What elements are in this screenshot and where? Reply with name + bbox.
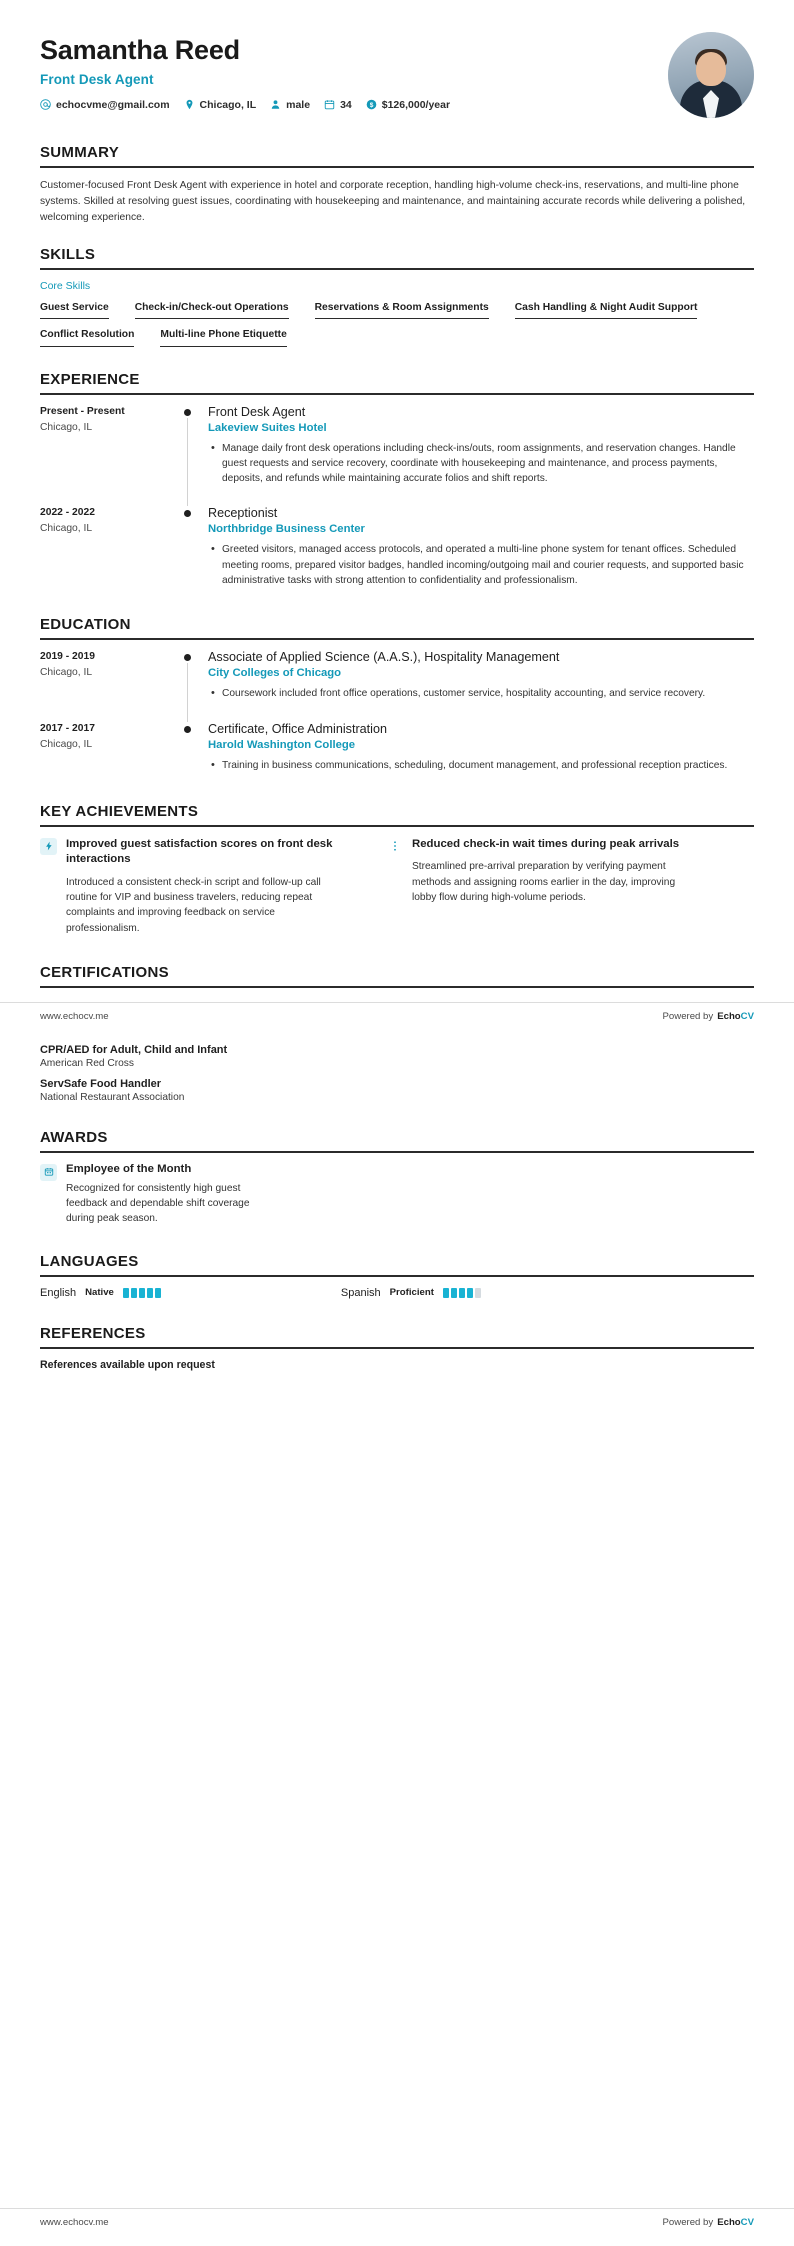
timeline-dot-icon xyxy=(184,409,191,416)
skill-item: Reservations & Room Assignments xyxy=(315,302,489,319)
entry-location: Chicago, IL xyxy=(40,523,93,535)
entry-bullet: • Greeted visitors, managed access protocols, and operated a multi-line phone system for tenant offices. Scheduled meeting rooms, prepared visitor badges, handled incoming/outgoing mail and courier requests, and supported basic administrative tasks with strong attention to confidentiality and professionalism. xyxy=(222,542,754,588)
certification-item xyxy=(40,1078,754,1103)
rating-dot xyxy=(147,1288,153,1298)
entry-role: Receptionist xyxy=(208,506,278,521)
languages-list xyxy=(40,1287,754,1299)
entry-timeline xyxy=(182,506,206,592)
entry-body xyxy=(206,405,754,491)
languages-title: LANGUAGES xyxy=(40,1253,754,1277)
achievement-item xyxy=(386,837,696,936)
entry-degree: Associate of Applied Science (A.A.S.), Hospitality Management xyxy=(208,650,560,665)
email-icon xyxy=(40,99,51,110)
avatar xyxy=(668,32,754,118)
achievement-text xyxy=(412,837,696,936)
section-skills xyxy=(40,246,754,347)
contact-gender xyxy=(270,99,310,111)
timeline-dot-icon xyxy=(184,510,191,517)
page-footer xyxy=(0,2208,794,2228)
footer-brand xyxy=(717,1011,754,1022)
page-break-footer xyxy=(0,1002,794,1022)
candidate-job-title: Front Desk Agent xyxy=(40,71,154,87)
language-name: Spanish xyxy=(340,1286,381,1299)
section-languages xyxy=(40,1253,754,1299)
certification-issuer: American Red Cross xyxy=(40,1057,134,1069)
entry-school: Harold Washington College xyxy=(208,738,356,751)
entry-school: City Colleges of Chicago xyxy=(208,667,342,680)
award-description: Recognized for consistently high guest feedback and dependable shift coverage during peak season. xyxy=(66,1182,250,1225)
contact-salary xyxy=(366,99,450,111)
timeline-line xyxy=(187,663,188,721)
vertical-dots-icon xyxy=(386,838,403,855)
rating-dot xyxy=(467,1288,473,1298)
rating-dot xyxy=(459,1288,465,1298)
contact-location-value: Chicago, IL xyxy=(199,98,257,111)
footer-powered xyxy=(663,1011,754,1022)
language-item xyxy=(40,1287,161,1299)
entry-bullets xyxy=(208,441,754,487)
rating-dot xyxy=(123,1288,129,1298)
entry-bullet: • Training in business communications, scheduling, document management, and professional reception practices. xyxy=(222,758,754,773)
entry-body xyxy=(206,722,754,777)
skill-item: Check-in/Check-out Operations xyxy=(135,302,289,319)
lightning-badge-icon xyxy=(40,838,57,855)
skill-item: Guest Service xyxy=(40,302,109,319)
entry-location: Chicago, IL xyxy=(40,667,93,679)
summary-title: SUMMARY xyxy=(40,144,754,168)
award-title: Employee of the Month xyxy=(66,1162,192,1175)
contact-salary-value: $126,000/year xyxy=(381,98,451,111)
achievement-title: Improved guest satisfaction scores on front desk interactions xyxy=(66,837,333,866)
section-experience xyxy=(40,371,754,593)
rating-dot-empty xyxy=(475,1288,481,1298)
achievement-description: Introduced a consistent check-in script and follow-up call routine for VIP and business travelers, reducing repeat complaints and improving feedback on service professionalism. xyxy=(66,876,321,934)
contact-location xyxy=(184,99,257,111)
skills-list xyxy=(40,302,754,319)
entry-dates xyxy=(40,722,182,777)
skills-list-second-row xyxy=(40,329,754,346)
footer-powered-label: Powered by xyxy=(662,1010,714,1022)
rating-dot xyxy=(451,1288,457,1298)
contact-email[interactable] xyxy=(40,99,170,111)
footer-brand-second: CV xyxy=(740,2217,754,2228)
footer-website[interactable]: www.echocv.me xyxy=(40,1010,109,1022)
section-awards xyxy=(40,1129,754,1227)
certification-issuer: National Restaurant Association xyxy=(40,1091,185,1103)
timeline-line xyxy=(187,418,188,507)
resume-sheet-continued xyxy=(0,1044,794,1371)
entry-degree: Certificate, Office Administration xyxy=(208,721,387,736)
person-icon xyxy=(270,99,281,110)
resume-sheet xyxy=(0,0,794,988)
footer-powered xyxy=(663,2217,754,2228)
education-title: EDUCATION xyxy=(40,616,754,640)
entry-bullet: • Manage daily front desk operations including check-ins/outs, room assignments, and reservation changes. Handle guest requests and service recovery, coordinate with housekeeping and maintenance, and process payments, deposits, and refunds while maintaining accurate folios and shift reports. xyxy=(222,441,754,487)
entry-dates xyxy=(40,405,182,491)
dollar-icon xyxy=(366,99,377,110)
footer-brand xyxy=(717,2217,754,2228)
entry-dates xyxy=(40,650,182,705)
section-certifications xyxy=(40,964,754,988)
language-level: Proficient xyxy=(389,1287,434,1299)
avatar-head xyxy=(696,52,726,86)
svg-text:$: $ xyxy=(369,102,374,110)
award-text xyxy=(66,1163,256,1227)
language-level: Native xyxy=(85,1287,114,1299)
footer-website[interactable]: www.echocv.me xyxy=(40,2217,109,2228)
award-item xyxy=(40,1163,754,1227)
entry-date: 2019 - 2019 xyxy=(40,651,95,663)
contact-gender-value: male xyxy=(286,98,311,111)
language-rating-dots xyxy=(123,1288,161,1298)
references-text: References available upon request xyxy=(40,1358,215,1371)
entry-bullets xyxy=(208,686,754,701)
certification-name: CPR/AED for Adult, Child and Infant xyxy=(40,1043,228,1056)
entry-date: Present - Present xyxy=(40,405,125,417)
skills-title: SKILLS xyxy=(40,246,754,270)
certification-name: ServSafe Food Handler xyxy=(40,1077,162,1090)
award-badge-icon xyxy=(40,1164,57,1181)
achievement-item xyxy=(40,837,350,936)
contact-age-value: 34 xyxy=(340,98,352,111)
education-entry xyxy=(40,722,754,777)
language-rating-dots xyxy=(443,1288,481,1298)
section-key-achievements xyxy=(40,803,754,936)
footer-brand-second: CV xyxy=(740,1010,754,1022)
entry-body xyxy=(206,650,754,705)
section-education xyxy=(40,616,754,777)
rating-dot xyxy=(155,1288,161,1298)
entry-company: Northbridge Business Center xyxy=(208,523,365,536)
timeline-dot-icon xyxy=(184,726,191,733)
rating-dot xyxy=(139,1288,145,1298)
awards-title: AWARDS xyxy=(40,1129,754,1153)
skill-item: Cash Handling & Night Audit Support xyxy=(515,302,698,319)
candidate-name: Samantha Reed xyxy=(40,35,240,65)
references-title: REFERENCES xyxy=(40,1325,754,1349)
experience-entry xyxy=(40,506,754,592)
entry-company: Lakeview Suites Hotel xyxy=(208,421,327,434)
entry-timeline xyxy=(182,650,206,705)
certification-item xyxy=(40,1044,754,1069)
section-references xyxy=(40,1325,754,1371)
entry-bullet: • Coursework included front office operations, customer service, hospitality accounting, and service recovery. xyxy=(222,686,754,701)
certifications-title: CERTIFICATIONS xyxy=(40,964,754,988)
entry-date: 2017 - 2017 xyxy=(40,722,95,734)
skills-group-label: Core Skills xyxy=(40,279,91,292)
entry-bullets xyxy=(208,758,754,773)
experience-title: EXPERIENCE xyxy=(40,371,754,395)
resume-header xyxy=(40,34,754,118)
skill-item: Multi-line Phone Etiquette xyxy=(160,329,286,346)
footer-powered-label: Powered by xyxy=(662,2217,714,2228)
location-pin-icon xyxy=(184,99,195,110)
education-entry xyxy=(40,650,754,705)
experience-entry xyxy=(40,405,754,491)
entry-body xyxy=(206,506,754,592)
skill-item: Conflict Resolution xyxy=(40,329,134,346)
certifications-list xyxy=(40,1044,754,1103)
achievements-grid xyxy=(40,837,754,936)
contact-row xyxy=(40,99,668,111)
header-left xyxy=(40,34,668,111)
entry-bullets xyxy=(208,542,754,588)
achievement-title: Reduced check-in wait times during peak arrivals xyxy=(412,837,680,850)
entry-date: 2022 - 2022 xyxy=(40,507,95,519)
entry-dates xyxy=(40,506,182,592)
summary-text: Customer-focused Front Desk Agent with experience in hotel and corporate reception, handling high-volume check-ins, reservations, and multi-line phone systems. Skilled at resolving guest issues, coordinating with housekeeping and maintenance, and maintaining accurate records while delivering a polished, welcoming experience. xyxy=(40,180,746,223)
rating-dot xyxy=(443,1288,449,1298)
language-name: English xyxy=(40,1286,77,1299)
entry-timeline xyxy=(182,405,206,491)
entry-location: Chicago, IL xyxy=(40,738,93,750)
timeline-dot-icon xyxy=(184,654,191,661)
rating-dot xyxy=(131,1288,137,1298)
language-item xyxy=(341,1287,481,1299)
entry-role: Front Desk Agent xyxy=(208,404,306,419)
section-summary xyxy=(40,144,754,226)
footer-brand-first: Echo xyxy=(717,1010,741,1022)
calendar-icon xyxy=(324,99,335,110)
footer-brand-first: Echo xyxy=(717,2217,741,2228)
achievement-text xyxy=(66,837,350,936)
contact-email-value: echocvme@gmail.com xyxy=(56,98,170,111)
entry-location: Chicago, IL xyxy=(40,421,93,433)
achievement-description: Streamlined pre-arrival preparation by verifying payment methods and assigning rooms earlier in the day, improving lobby flow during high-volume periods. xyxy=(412,861,676,903)
key-achievements-title: KEY ACHIEVEMENTS xyxy=(40,803,754,827)
entry-timeline xyxy=(182,722,206,777)
contact-age xyxy=(324,99,352,111)
